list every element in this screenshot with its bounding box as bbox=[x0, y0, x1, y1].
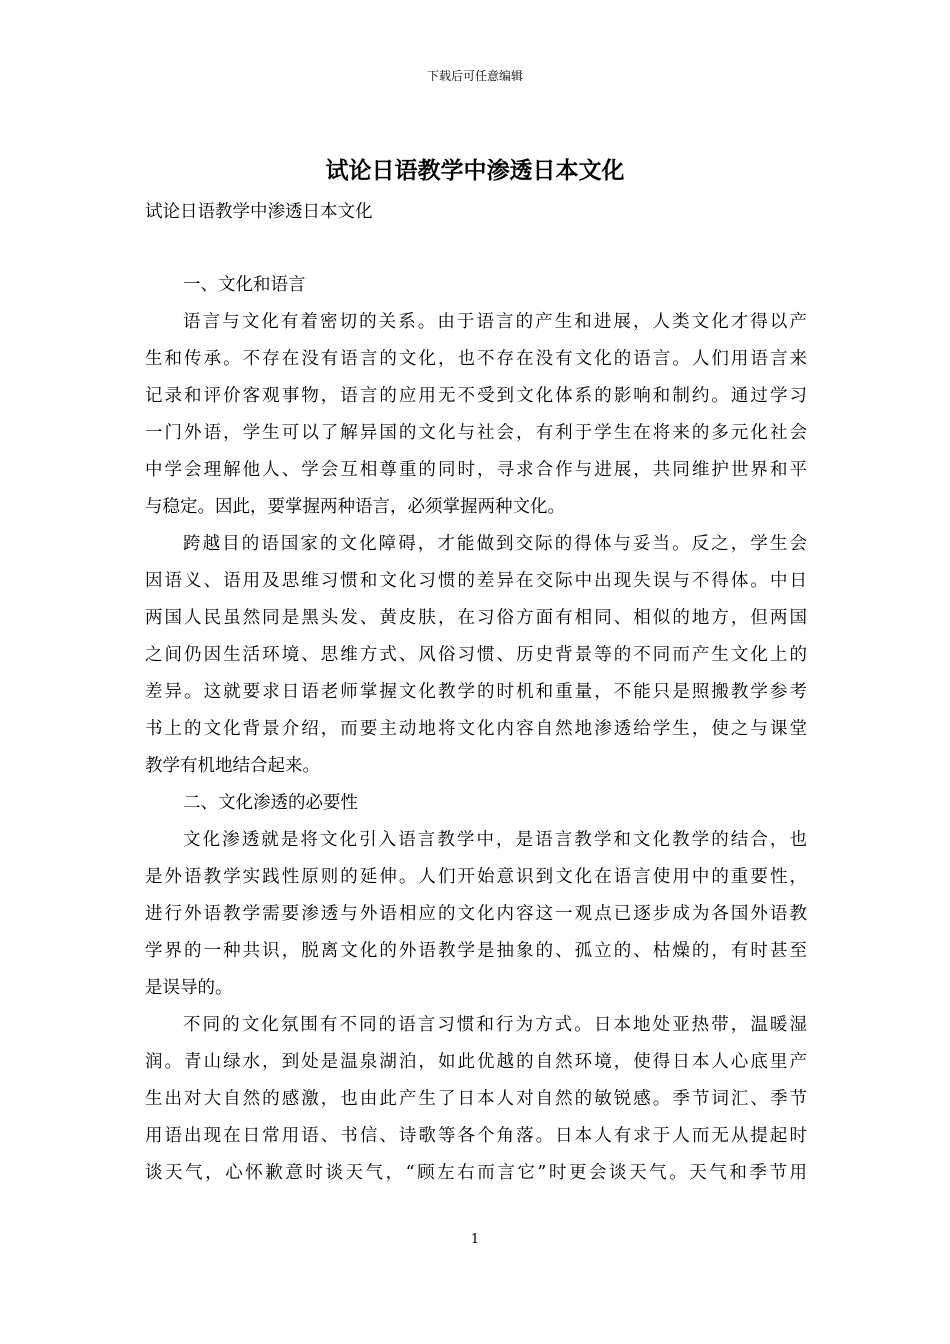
header-note: 下载后可任意编辑 bbox=[426, 69, 523, 83]
paragraph-line: 学界的一种共识，脱离文化的外语教学是抽象的、孤立的、枯燥的，有时甚至 bbox=[145, 941, 807, 961]
document-body bbox=[145, 194, 807, 1192]
paragraph-line: 与稳定。因此，要掌握两种语言，必须掌握两种文化。 bbox=[145, 497, 565, 517]
paragraph-line: 教学有机地结合起来。 bbox=[145, 756, 320, 776]
paragraph-line: 差异。这就要求日语老师掌握文化教学的时机和重量，不能只是照搬教学参考 bbox=[145, 682, 807, 702]
paragraph-line: 一门外语，学生可以了解异国的文化与社会，有利于学生在将来的多元化社会 bbox=[145, 423, 807, 443]
document-title: 试论日语教学中渗透日本文化 bbox=[325, 158, 625, 184]
paragraph-line: 语言与文化有着密切的关系。由于语言的产生和进展，人类文化才得以产 bbox=[183, 312, 807, 332]
paragraph-line: 润。青山绿水，到处是温泉湖泊，如此优越的自然环境，使得日本人心底里产 bbox=[145, 1052, 807, 1072]
paragraph-line: 因语义、语用及思维习惯和文化习惯的差异在交际中出现失误与不得体。中日 bbox=[145, 571, 807, 591]
paragraph-line: 记录和评价客观事物，语言的应用无不受到文化体系的影响和制约。通过学习 bbox=[145, 386, 807, 406]
paragraph-line: 中学会理解他人、学会互相尊重的同时，寻求合作与进展，共同维护世界和平 bbox=[145, 460, 807, 480]
document-subtitle: 试论日语教学中渗透日本文化 bbox=[145, 202, 373, 222]
paragraph-line: 是误导的。 bbox=[145, 978, 233, 998]
paragraph-line: 文化渗透就是将文化引入语言教学中，是语言教学和文化教学的结合，也 bbox=[183, 830, 807, 850]
paragraph-line: 之间仍因生活环境、思维方式、风俗习惯、历史背景等的不同而产生文化上的 bbox=[145, 645, 807, 665]
paragraph-line: 进行外语教学需要渗透与外语相应的文化内容这一观点已逐步成为各国外语教 bbox=[145, 904, 807, 924]
blank-line bbox=[145, 231, 807, 267]
paragraph-line: 跨越目的语国家的文化障碍，才能做到交际的得体与妥当。反之，学生会 bbox=[183, 534, 807, 554]
paragraph-line: 书上的文化背景介绍，而要主动地将文化内容自然地渗透给学生，使之与课堂 bbox=[145, 719, 807, 739]
paragraph-line: 谈天气，心怀歉意时谈天气，“顾左右而言它”时更会谈天气。天气和季节用 bbox=[145, 1163, 807, 1183]
paragraph-line: 两国人民虽然同是黑头发、黄皮肤，在习俗方面有相同、相似的地方，但两国 bbox=[145, 608, 807, 628]
paragraph-line: 不同的文化氛围有不同的语言习惯和行为方式。日本地处亚热带，温暖湿 bbox=[183, 1015, 807, 1035]
paragraph-line: 生和传承。不存在没有语言的文化，也不存在没有文化的语言。人们用语言来 bbox=[145, 349, 807, 369]
paragraph-line: 是外语教学实践性原则的延伸。人们开始意识到文化在语言使用中的重要性， bbox=[145, 867, 807, 887]
section-heading: 二、文化渗透的必要性 bbox=[183, 793, 358, 813]
section-heading: 一、文化和语言 bbox=[183, 275, 306, 295]
page-number: 1 bbox=[470, 1232, 480, 1247]
paragraph-line: 生出对大自然的感激，也由此产生了日本人对自然的敏锐感。季节词汇、季节 bbox=[145, 1089, 807, 1109]
paragraph-line: 用语出现在日常用语、书信、诗歌等各个角落。日本人有求于人而无从提起时 bbox=[145, 1126, 807, 1146]
